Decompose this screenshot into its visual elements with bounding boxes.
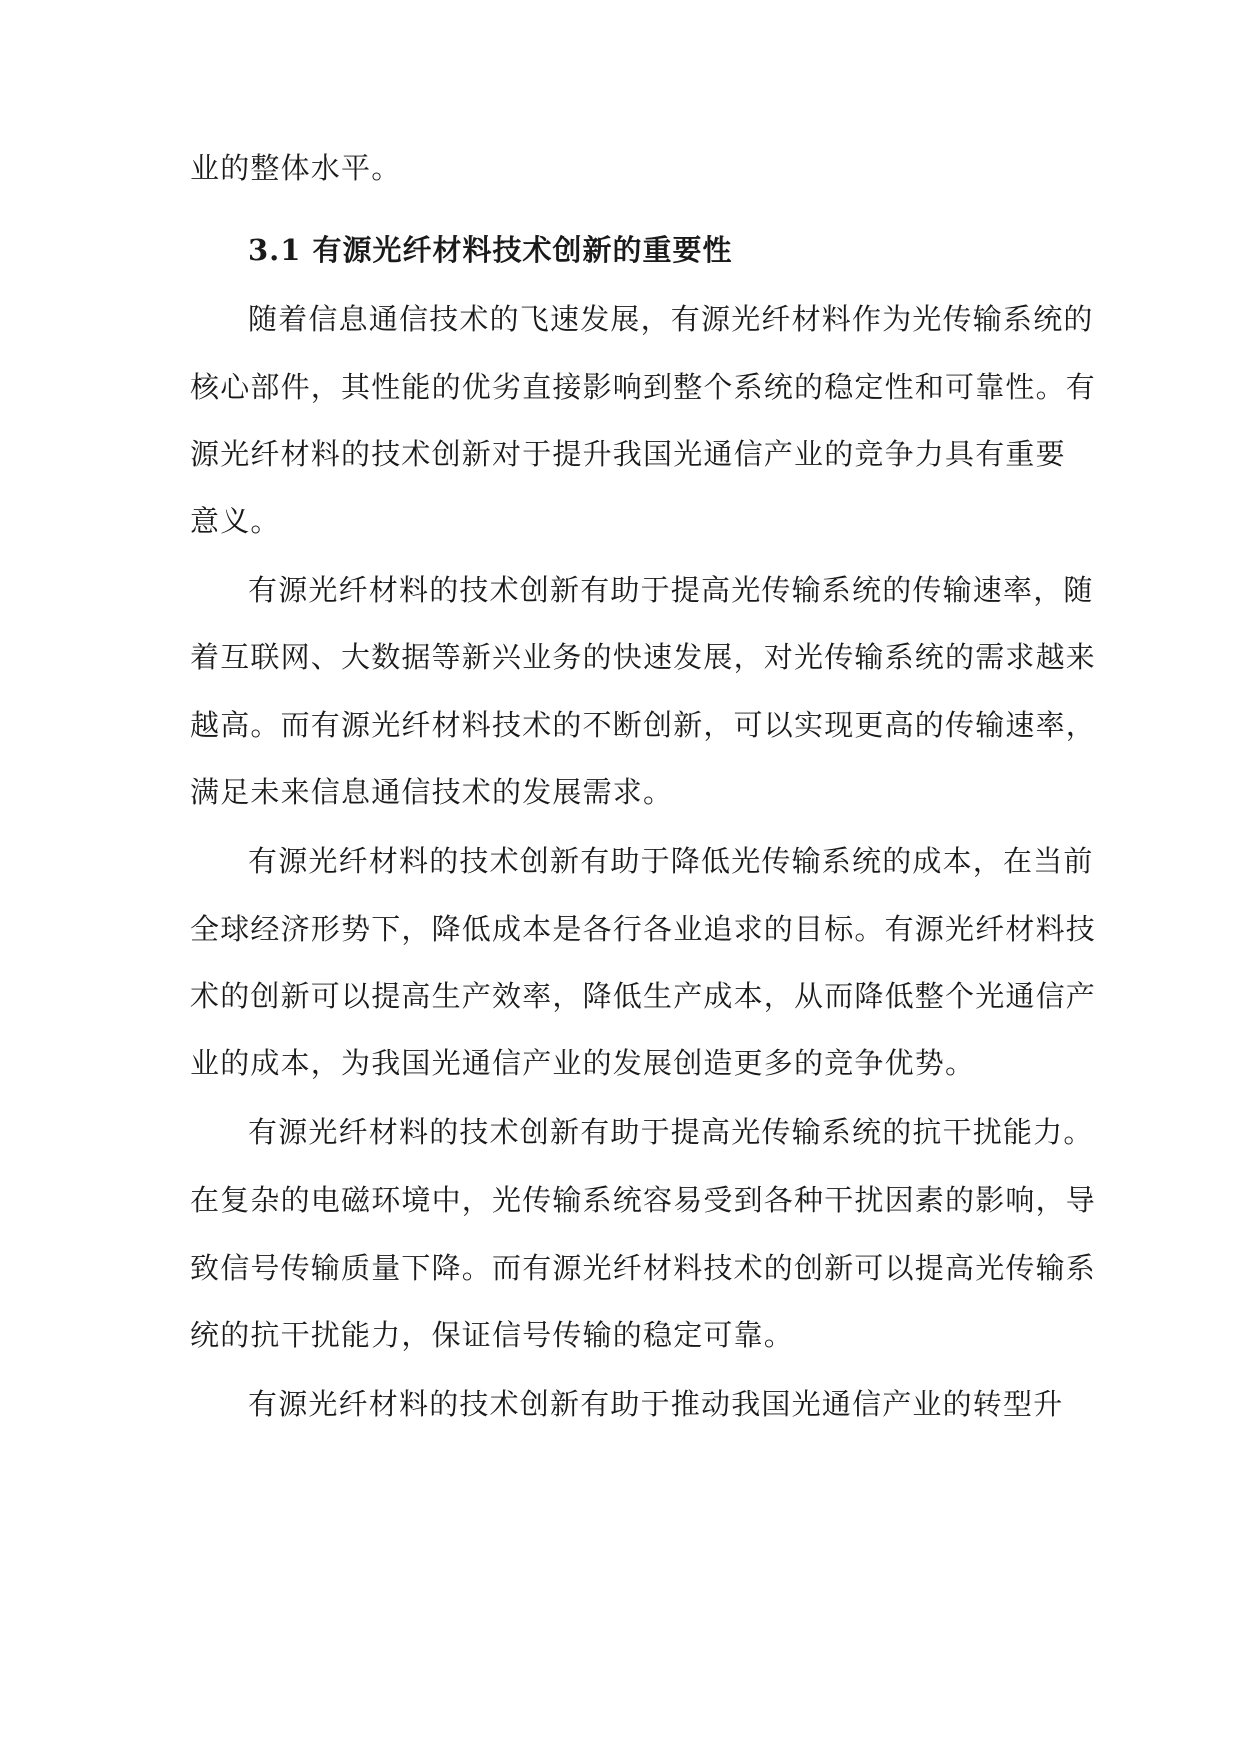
paragraph-4-line-1: 有源光纤材料的技术创新有助于提高光传输系统的抗干扰能力。 bbox=[248, 1115, 1094, 1149]
paragraph-2-line-3: 越高。而有源光纤材料技术的不断创新，可以实现更高的传输速率， bbox=[190, 708, 1097, 742]
paragraph-3-line-2: 全球经济形势下，降低成本是各行各业追求的目标。有源光纤材料技 bbox=[190, 912, 1097, 946]
paragraph-1-line-1: 随着信息通信技术的飞速发展，有源光纤材料作为光传输系统的 bbox=[248, 302, 1094, 336]
paragraph-1-line-4: 意义。 bbox=[190, 504, 281, 538]
paragraph-2-line-1: 有源光纤材料的技术创新有助于提高光传输系统的传输速率，随 bbox=[248, 573, 1094, 607]
paragraph-3-line-3: 术的创新可以提高生产效率，降低生产成本，从而降低整个光通信产 bbox=[190, 979, 1097, 1013]
paragraph-4-line-3: 致信号传输质量下降。而有源光纤材料技术的创新可以提高光传输系 bbox=[190, 1251, 1097, 1285]
paragraph-4-line-4: 统的抗干扰能力，保证信号传输的稳定可靠。 bbox=[190, 1318, 795, 1352]
paragraph-2-line-2: 着互联网、大数据等新兴业务的快速发展，对光传输系统的需求越来 bbox=[190, 640, 1097, 674]
paragraph-1-line-2: 核心部件，其性能的优劣直接影响到整个系统的稳定性和可靠性。有 bbox=[190, 370, 1097, 404]
paragraph-3-line-4: 业的成本，为我国光通信产业的发展创造更多的竞争优势。 bbox=[190, 1046, 976, 1080]
paragraph-1-line-3: 源光纤材料的技术创新对于提升我国光通信产业的竞争力具有重要 bbox=[190, 437, 1066, 471]
paragraph-4-line-2: 在复杂的电磁环境中，光传输系统容易受到各种干扰因素的影响，导 bbox=[190, 1183, 1097, 1217]
paragraph-2-line-4: 满足未来信息通信技术的发展需求。 bbox=[190, 775, 674, 809]
section-heading: 3.1 有源光纤材料技术创新的重要性 bbox=[248, 233, 733, 267]
paragraph-3-line-1: 有源光纤材料的技术创新有助于降低光传输系统的成本，在当前 bbox=[248, 844, 1094, 878]
paragraph-5-line-1: 有源光纤材料的技术创新有助于推动我国光通信产业的转型升 bbox=[248, 1387, 1064, 1421]
text-line: 业的整体水平。 bbox=[190, 151, 402, 185]
